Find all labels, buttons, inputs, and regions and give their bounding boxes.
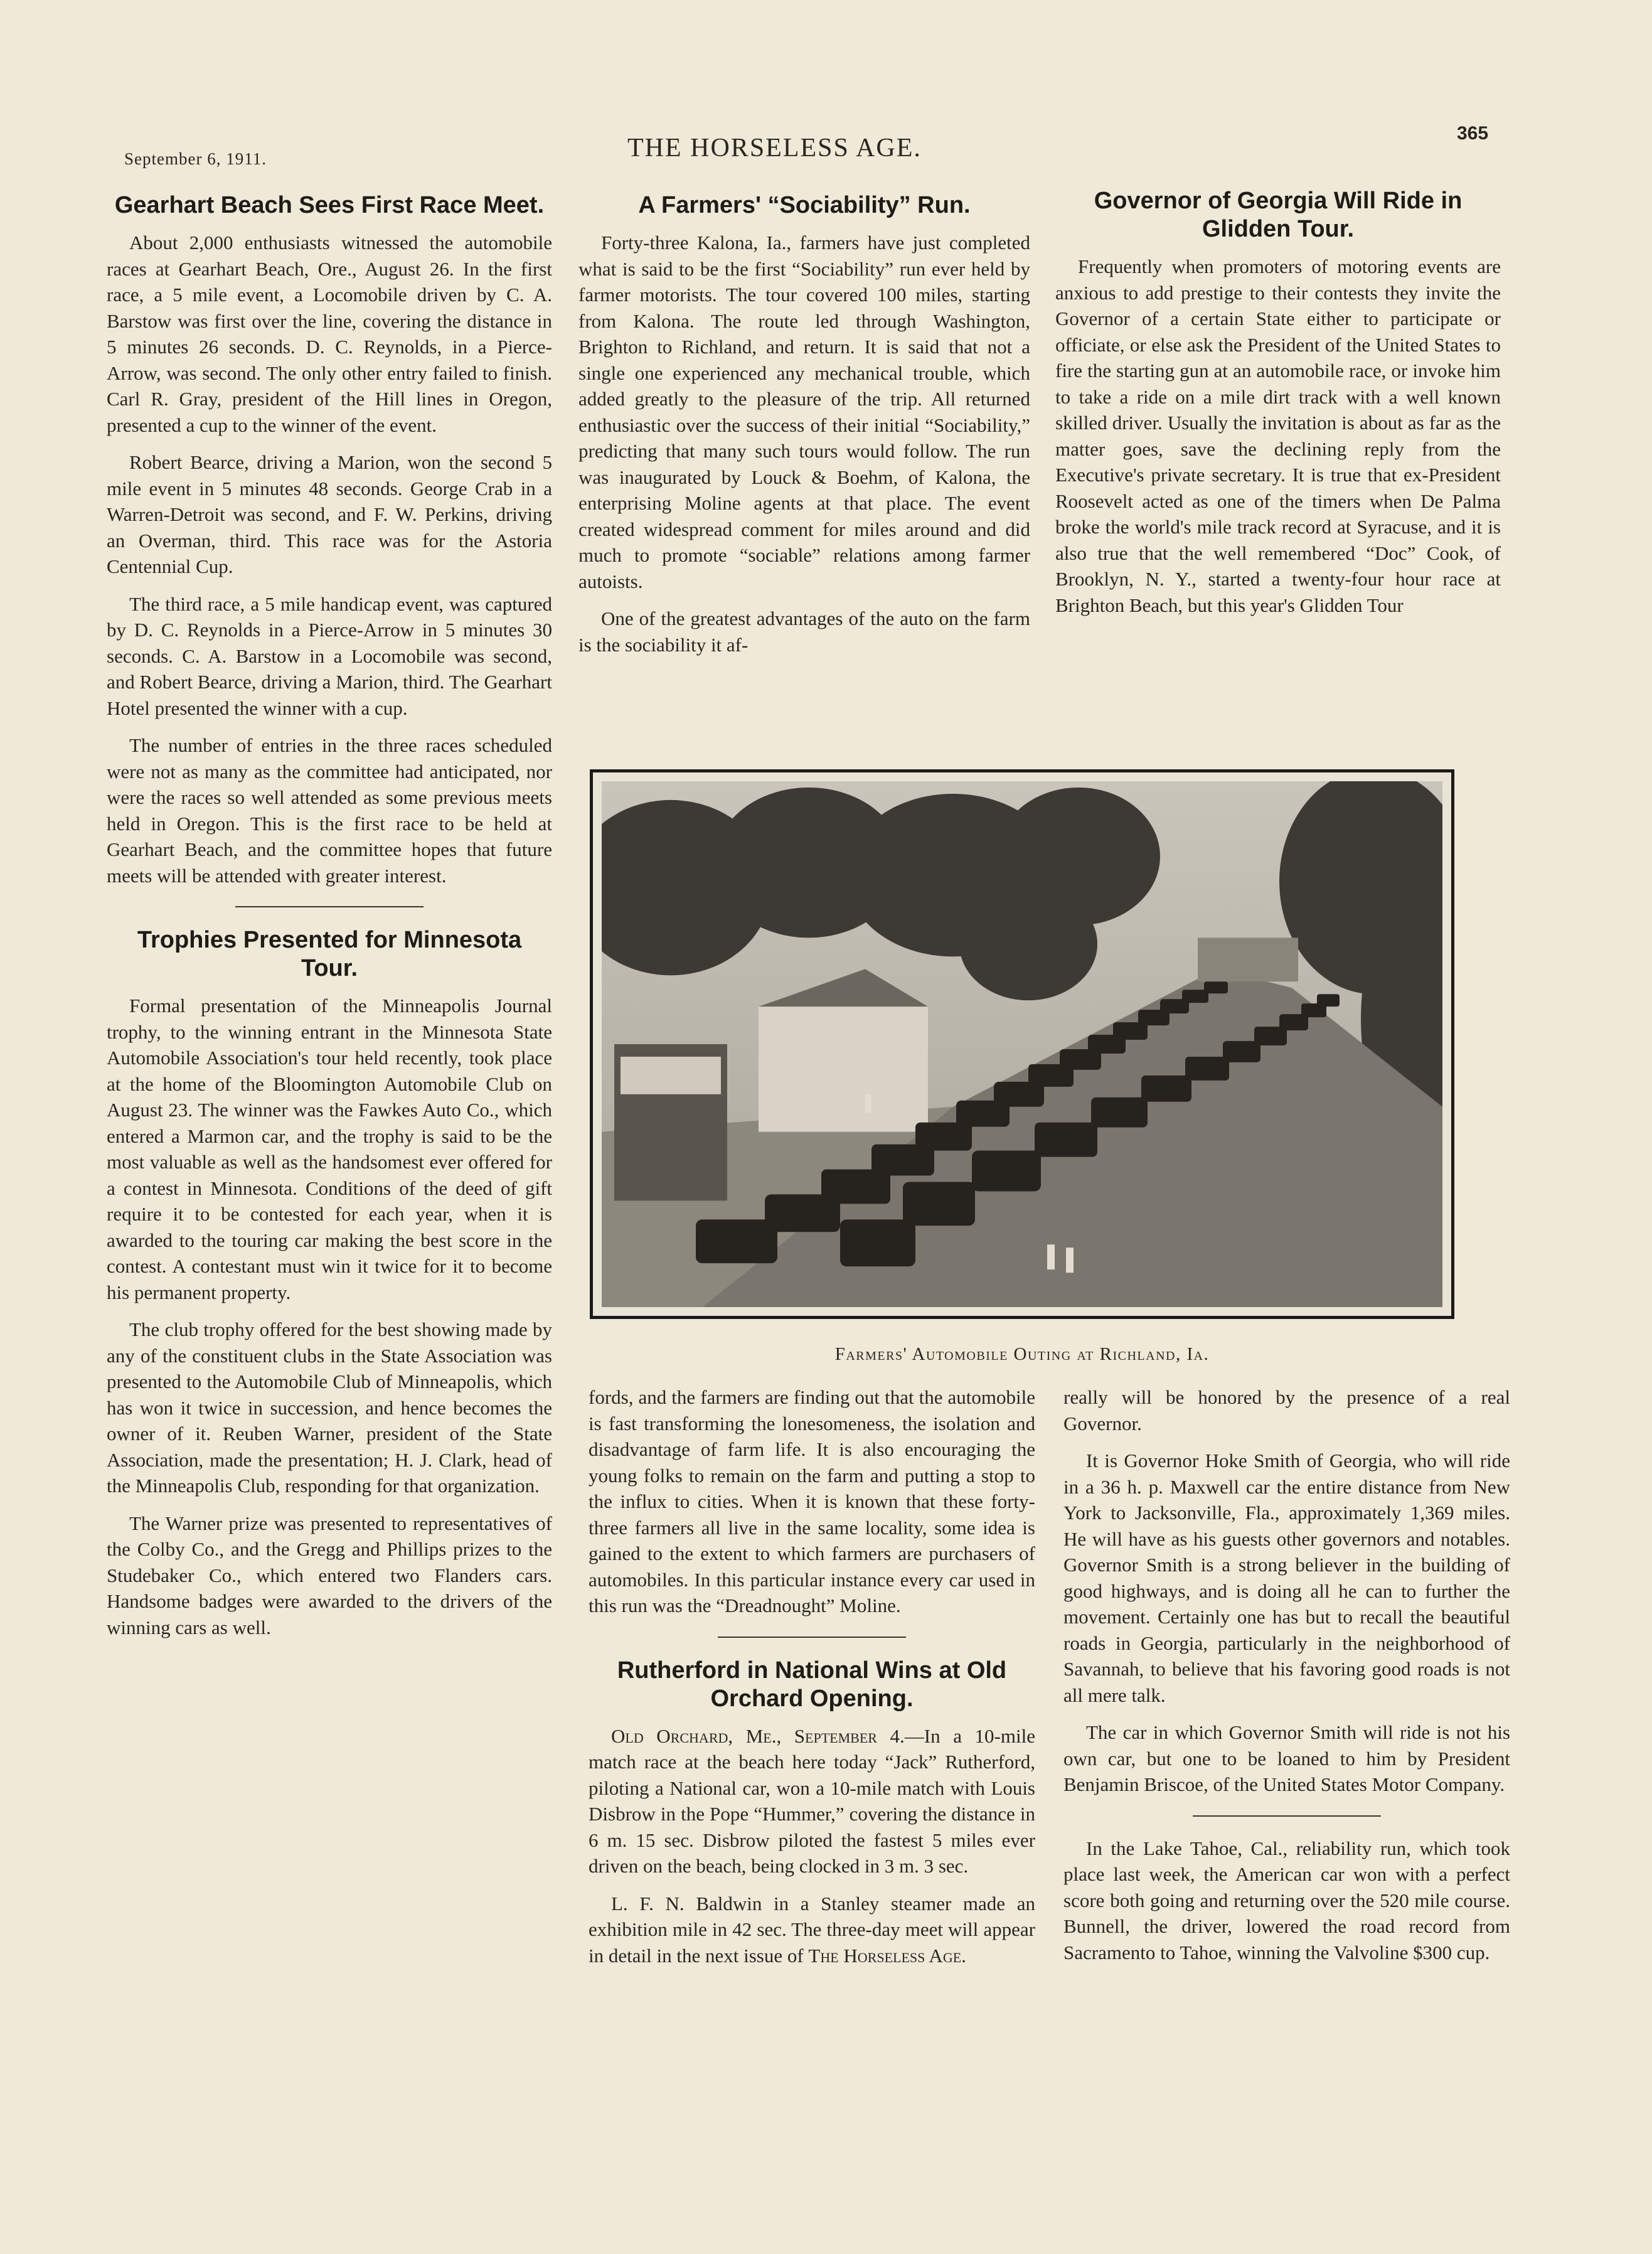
- section-divider: [1193, 1815, 1381, 1817]
- article-paragraph: About 2,000 enthusiasts witnessed the automobile races at Gearhart Beach, Ore., August 26. In the first race, a 5 mile event, a Locomobile driven by C. A. Barstow was first over the line, covering the distance in 5 minutes 26 seconds. D. C. Reynolds, in a Pierce-Arrow, was second. The only other entry failed to finish. Carl R. Gray, president of the Hill lines in Oregon, presented a cup to the winner of the event.: [107, 232, 552, 436]
- photo-caption: Farmers' Automobile Outing at Richland, Ia.: [834, 1344, 1210, 1364]
- article-paragraph: The third race, a 5 mile handicap event, was captured by D. C. Reynolds in a Pierce-Arrow in 5 minutes 30 seconds. C. A. Barstow in a Locomobile was second, and Robert Bearce, driving a Marion, third. The Gearhart Hotel presented the winner with a cup.: [107, 592, 552, 719]
- dateline: Old Orchard, Me., September 4.: [611, 1724, 905, 1747]
- article-title-minnesota: Trophies Presented for Minnesota Tour.: [137, 927, 522, 981]
- column-middle-top: [578, 191, 1030, 669]
- article-paragraph: The car in which Governor Smith will ride is not his own car, but one to be loaned to him by President Benjamin Briscoe, of the United States Motor Company.: [1063, 1721, 1510, 1795]
- issue-date: September 6, 1911.: [124, 149, 267, 168]
- column-left: [107, 191, 552, 1652]
- article-paragraph: Forty-three Kalona, Ia., farmers have just completed what is said to be the first “Sociability” run ever held by farmer motorists. The tour covered 100 miles, starting from Kalona. The route led through Washington, Brighton to Richland, and return. It is said that not a single one experienced any mechanical trouble, which added greatly to the pleasure of the trip. All returned enthusiastic over the success of their initial “Sociability,” predicting that many such tours would follow. The run was inaugurated by Louck & Boehm, of Kalona, the enterprising Moline agents at that place. The event created widespread comment for miles around and did much to promote “sociable” relations among farmer autoists.: [578, 232, 1030, 592]
- journal-name-inline: The Horseless Age.: [808, 1944, 966, 1967]
- article-paragraph: [589, 1723, 1035, 1879]
- article-paragraph: really will be honored by the presence of a real Governor.: [1063, 1386, 1510, 1434]
- paragraph-text: L. F. N. Baldwin in a Stanley steamer made an exhibition mile in 42 sec. The three-day meet will appear in detail in the next issue of: [589, 1892, 1035, 1967]
- article-paragraph: fords, and the farmers are finding out that the automobile is fast transforming the lonesomeness, the isolation and disadvantage of farm life. It is also encouraging the young folks to remain on the farm and putting a stop to the influx to cities. When it is known that these forty-three farmers all live in the same locality, some idea is gained to the extent to which farmers are purchasers of automobiles. In this particular instance every car used in this run was the “Dreadnought” Moline.: [589, 1386, 1035, 1616]
- article-title-georgia: Governor of Georgia Will Ride in Glidden Tour.: [1094, 188, 1463, 242]
- section-divider: [718, 1637, 906, 1638]
- journal-title: THE HORSELESS AGE.: [627, 134, 922, 163]
- article-paragraph: The number of entries in the three races scheduled were not as many as the committee had anticipated, nor were the races so well attended as some previous meets held in Oregon. This is the first race to be held at Gearhart Beach, and the committee hopes that future meets will be attended with greater interest.: [107, 734, 552, 887]
- article-paragraph: One of the greatest advantages of the auto on the farm is the sociability it af-: [578, 607, 1030, 656]
- photograph: [590, 769, 1454, 1319]
- page-number: 365: [1457, 123, 1489, 144]
- article-title-sociability: A Farmers' “Sociability” Run.: [638, 192, 971, 218]
- article-paragraph: [589, 1891, 1035, 1969]
- article-paragraph: In the Lake Tahoe, Cal., reliability run, which took place last week, the American car won with a perfect score both going and returning over the 520 mile course. Bunnell, the driver, lowered the road record from Sacramento to Tahoe, winning the Valvoline $300 cup.: [1063, 1837, 1510, 1963]
- article-paragraph: The Warner prize was presented to representatives of the Colby Co., and the Gregg and Phillips prizes to the Studebaker Co., which entered two Flanders cars. Handsome badges were awarded to the drivers of the winning cars as well.: [107, 1512, 552, 1638]
- section-divider: [235, 906, 424, 907]
- article-title-gearhart: Gearhart Beach Sees First Race Meet.: [114, 192, 545, 218]
- article-paragraph: Robert Bearce, driving a Marion, won the second 5 mile event in 5 minutes 48 seconds. George Crab in a Warren-Detroit was second, and F. W. Perkins, driving an Overman, third. This race was for the Astoria Centennial Cup.: [107, 451, 552, 577]
- column-right-bottom: [1063, 1384, 1510, 1977]
- photo-street-scene: [602, 781, 1442, 1307]
- article-title-rutherford: Rutherford in National Wins at Old Orchard Opening.: [617, 1657, 1007, 1712]
- column-middle-bottom: [589, 1384, 1035, 1980]
- article-paragraph: It is Governor Hoke Smith of Georgia, who will ride in a 36 h. p. Maxwell car the entire distance from New York to Jacksonville, Fla., approximately 1,369 miles. He will have as his guests other governors and notables. Governor Smith is a strong believer in the building of good highways, and is doing all he can to further the movement. Certainly one has but to recall the beautiful roads in Georgia, particularly in the neighborhood of Savannah, to believe that his favoring good roads is not all mere talk.: [1063, 1450, 1510, 1706]
- page-header: [0, 0, 1652, 176]
- article-paragraph: Formal presentation of the Minneapolis Journal trophy, to the winning entrant in the Minnesota State Automobile Association's tour held recently, took place at the home of the Bloomington Automobile Club on August 23. The winner was the Fawkes Auto Co., which entered a Marmon car, and the trophy is said to be the most valuable as well as the handsomest ever offered for a contest in Minnesota. Conditions of the deed of gift require it to be contested for each year, when it is awarded to the touring car making the best score in the contest. A contestant must win it twice for it to become his permanent property.: [107, 995, 552, 1303]
- dateline-body: —In a 10-mile match race at the beach here today “Jack” Rutherford, piloting a National car, won a 10-mile match with Louis Disbrow in the Pope “Hummer,” covering the distance in 6 m. 15 sec. Disbrow piloted the fastest 5 miles ever driven on the beach, being clocked in 3 m. 3 sec.: [589, 1724, 1035, 1877]
- article-paragraph: Frequently when promoters of motoring events are anxious to add prestige to their contests they invite the Governor of a certain State either to participate or officiate, or else ask the President of the United States to fire the starting gun at an automobile race, or invoke him to take a ride on a mile dirt track with a well known skilled driver. Usually the invitation is about as far as the matter goes, save the declining reply from the Executive's private secretary. It is true that ex-President Roosevelt acted as one of the timers when De Palma broke the world's mile track record at Syracuse, and it is also true that the well remembered “Doc” Cook, of Brooklyn, N. Y., started a twenty-four hour race at Brighton Beach, but this year's Glidden Tour: [1055, 255, 1501, 616]
- column-right-top: [1055, 187, 1501, 629]
- article-paragraph: The club trophy offered for the best showing made by any of the constituent clubs in the State Association was presented to the Automobile Club of Minneapolis, which has won it twice in succession, and hence becomes the owner of it. Reuben Warner, president of the State Association, made the presentation; H. J. Clark, head of the Minneapolis Club, responding for that organization.: [107, 1318, 552, 1497]
